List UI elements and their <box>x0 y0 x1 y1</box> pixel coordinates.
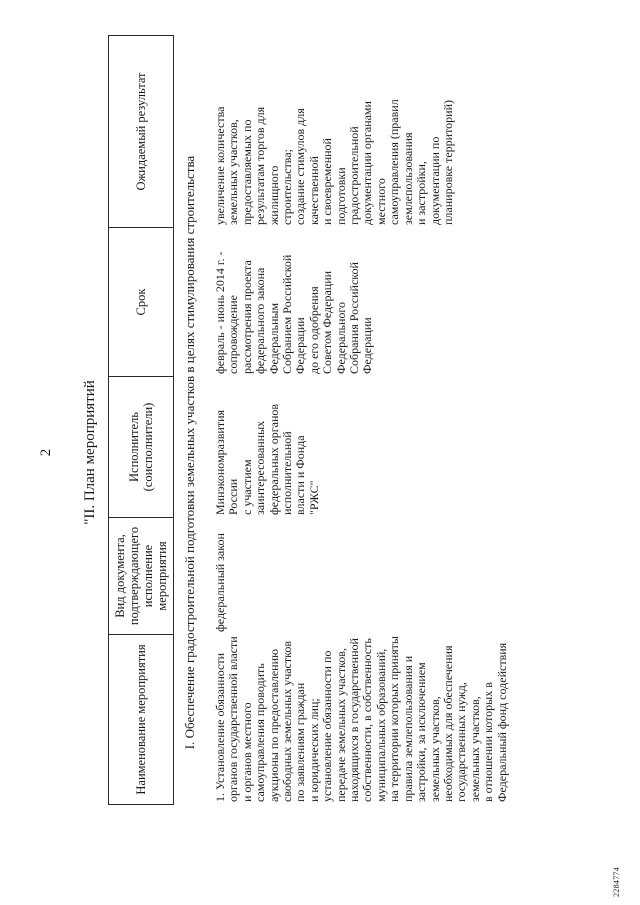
row-expected-result-cell <box>214 99 455 225</box>
cell-line: Советом Федерации <box>320 270 335 374</box>
cell-line: власти и Фонда <box>293 435 308 515</box>
table-divider <box>108 804 174 805</box>
cell-line: и своевременной <box>320 138 335 225</box>
cell-line: с участием <box>239 459 254 515</box>
document-id: 2284774 <box>612 866 621 897</box>
cell-line: земельных участков, <box>467 696 482 802</box>
cell-line: Федеральным <box>266 302 281 374</box>
header-expected-result: Ожидаемый результат <box>134 72 148 191</box>
cell-line: правила землепользования и <box>400 655 415 802</box>
cell-line: в отношении которых в <box>481 682 496 802</box>
cell-line: собственности, в собственность <box>360 638 375 802</box>
cell-line: аукционы по предоставлению <box>266 649 281 802</box>
cell-line: результатам торгов для <box>253 106 268 225</box>
cell-line: муниципальных образований, <box>373 648 388 802</box>
cell-line: жилищного <box>266 165 281 225</box>
cell-line: февраль - июнь 2014 г. - <box>213 251 227 374</box>
cell-line: установление обязанности по <box>320 650 335 802</box>
cell-line: Федерации <box>360 317 375 374</box>
cell-line: Федерального <box>333 301 348 374</box>
cell-line: исполнительной <box>280 431 295 515</box>
cell-line: находящихся в государственной <box>347 638 362 802</box>
table-header-bottom-border <box>173 35 174 805</box>
row-deadline-cell <box>214 251 375 374</box>
cell-line: рассмотрения проекта <box>239 260 254 374</box>
cell-line: 1. Установление обязанности <box>213 652 227 802</box>
cell-line: федеральных органов <box>266 403 281 515</box>
cell-line: до его одобрения <box>306 286 321 374</box>
cell-line: Минэкономразвития <box>213 409 227 515</box>
cell-line: местного <box>373 178 388 225</box>
cell-line: и юридических лиц; <box>306 698 321 802</box>
cell-line: земельных участков, <box>226 119 241 225</box>
header-deadline: Срок <box>134 288 148 316</box>
plan-title: "II. План мероприятий <box>82 380 98 525</box>
cell-line: и застройки, <box>414 161 429 225</box>
cell-line: федерального закона <box>253 267 268 374</box>
cell-line: предоставляемых по <box>239 119 254 225</box>
cell-line: федеральный закон <box>213 533 227 632</box>
cell-line: документации по <box>427 136 442 225</box>
cell-line: "РЖС" <box>306 480 321 515</box>
section-title: I. Обеспечение градостроительной подготовки земельных участков в целях стимулирования строительства <box>182 155 197 750</box>
cell-line: качественной <box>306 156 321 225</box>
row-name-cell <box>214 636 509 802</box>
cell-line: Собрания Российской <box>347 262 362 374</box>
cell-line: передаче земельных участков, <box>333 648 348 802</box>
cell-line: земельных участков, <box>427 696 442 802</box>
cell-line: свободных земельных участков <box>280 640 295 802</box>
cell-line: градостроительной <box>347 126 362 225</box>
cell-line: Собранием Российской <box>280 254 295 374</box>
page-number: 2 <box>38 448 54 457</box>
cell-line: планировке территорий) <box>440 99 455 225</box>
cell-line: строительства; <box>280 149 295 225</box>
cell-line: заинтересованных <box>253 420 268 515</box>
row-executor-cell <box>214 404 321 515</box>
cell-line: самоуправления проводить <box>253 663 268 802</box>
cell-line: необходимых для обеспечения <box>440 645 455 802</box>
cell-line: Федерации <box>293 317 308 374</box>
header-name: Наименование мероприятия <box>134 644 148 795</box>
cell-line: органов государственной власти <box>226 636 241 802</box>
cell-line: сопровождение <box>226 295 241 374</box>
cell-line: России <box>226 478 241 515</box>
cell-line: на территории которых приняты <box>387 636 402 802</box>
cell-line: землепользования <box>400 132 415 225</box>
header-document-type: Вид документа, подтверждающего исполнение мероприятия <box>113 526 169 626</box>
cell-line: и органов местного <box>239 702 254 802</box>
cell-line: документации органами <box>360 101 375 225</box>
cell-line: по заявлениям граждан <box>293 682 308 802</box>
cell-line: самоуправления (правил <box>387 99 402 225</box>
cell-line: застройки, за исключением <box>414 662 429 802</box>
header-executor: Исполнитель (соисполнители) <box>127 402 155 492</box>
cell-line: увеличение количества <box>213 106 227 225</box>
row-document-type-cell <box>214 533 227 632</box>
cell-line: подготовки <box>333 167 348 225</box>
cell-line: государственных нужд, <box>454 682 469 802</box>
cell-line: Федеральный фонд содействия <box>494 642 509 802</box>
cell-line: создание стимулов для <box>293 108 308 225</box>
